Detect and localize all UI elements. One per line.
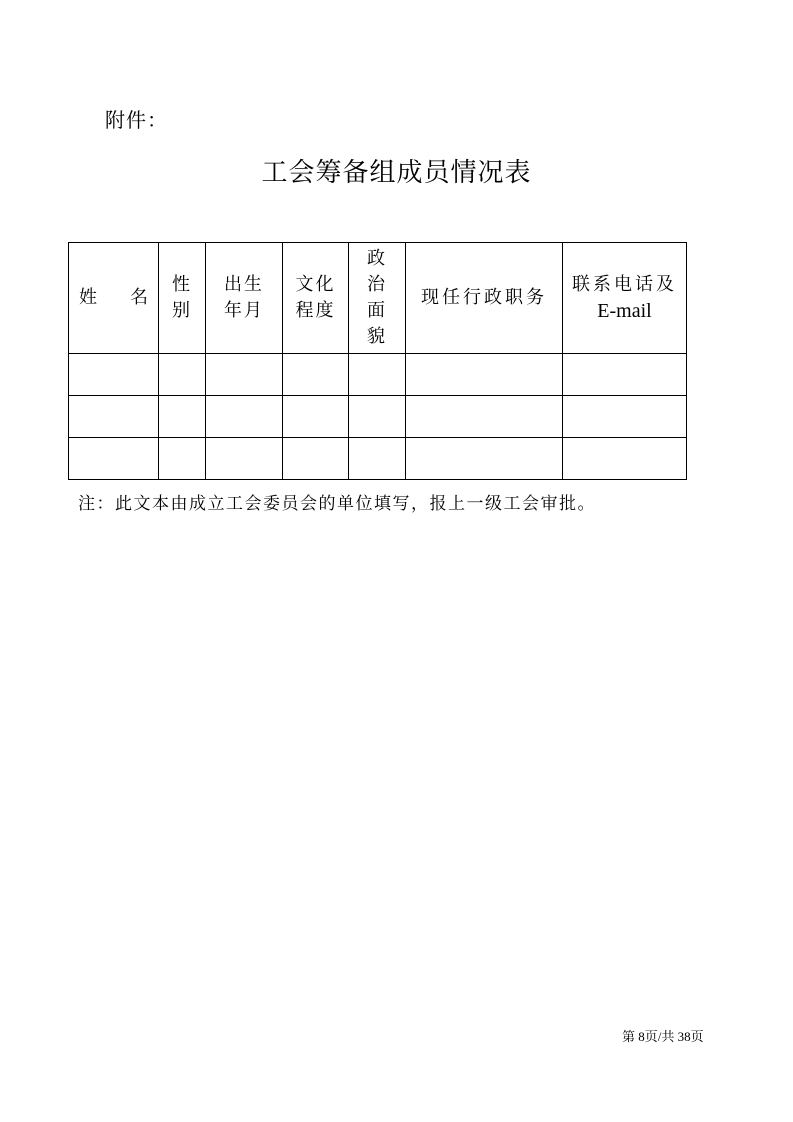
- header-name: [69, 243, 159, 354]
- table-cell[interactable]: [406, 396, 563, 438]
- header-birth: 出生年月: [206, 243, 283, 354]
- table-cell[interactable]: [69, 438, 159, 480]
- attachment-label: 附件：: [105, 108, 168, 132]
- table-note: 注：此文本由成立工会委员会的单位填写，报上一级工会审批。: [78, 494, 596, 514]
- header-position: 现任行政职务: [406, 243, 563, 354]
- table-header-row: [69, 243, 687, 354]
- table-cell[interactable]: [349, 396, 406, 438]
- table-cell[interactable]: [563, 396, 687, 438]
- table-cell[interactable]: [159, 396, 206, 438]
- header-education: 文化程度: [283, 243, 349, 354]
- table-cell[interactable]: [69, 396, 159, 438]
- header-name-part2: 名: [130, 287, 148, 308]
- header-name-part1: 姓: [79, 287, 97, 308]
- table-cell[interactable]: [563, 354, 687, 396]
- member-info-table: [68, 242, 687, 480]
- header-contact: [563, 243, 687, 354]
- page-number-footer: 第 8页/共 38页: [622, 1029, 704, 1044]
- table-cell[interactable]: [159, 354, 206, 396]
- header-gender: 性别: [159, 243, 206, 354]
- table-cell[interactable]: [563, 438, 687, 480]
- table-cell[interactable]: [406, 438, 563, 480]
- table-cell[interactable]: [159, 438, 206, 480]
- table-row: [69, 438, 687, 480]
- table-cell[interactable]: [206, 438, 283, 480]
- table-cell[interactable]: [349, 438, 406, 480]
- table-cell[interactable]: [283, 354, 349, 396]
- header-contact-line1: 联系电话及: [572, 274, 677, 295]
- table-cell[interactable]: [283, 438, 349, 480]
- table-cell[interactable]: [69, 354, 159, 396]
- header-contact-line2: E-mail: [597, 300, 652, 322]
- table-cell[interactable]: [406, 354, 563, 396]
- table-cell[interactable]: [283, 396, 349, 438]
- table-row: [69, 354, 687, 396]
- table-cell[interactable]: [206, 396, 283, 438]
- header-political: 政治面貌: [349, 243, 406, 354]
- document-title: 工会筹备组成员情况表: [261, 158, 532, 188]
- table-row: [69, 396, 687, 438]
- table-cell[interactable]: [206, 354, 283, 396]
- table-cell[interactable]: [349, 354, 406, 396]
